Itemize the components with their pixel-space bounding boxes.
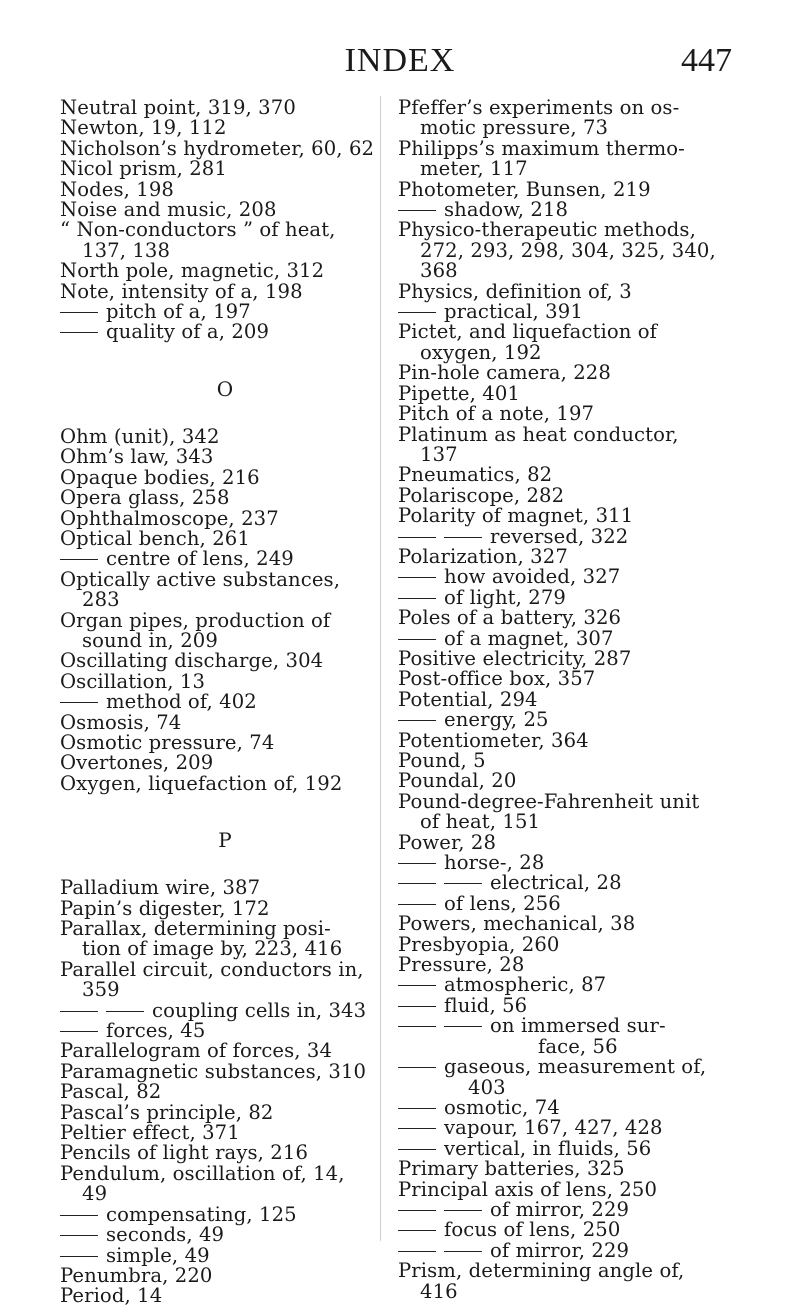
entry-text: of lens, 256: [444, 891, 561, 915]
entry-text: gaseous, measurement of,: [444, 1055, 707, 1079]
entry-text: Polarity of magnet, 311: [398, 504, 634, 528]
ditto-dash: [398, 883, 436, 884]
entry-text: vertical, in fluids, 56: [444, 1136, 652, 1160]
index-entry: [398, 381, 743, 405]
ditto-dash: [398, 904, 436, 905]
index-entry: [398, 483, 743, 507]
index-entry: [398, 422, 743, 466]
index-subentry: [398, 626, 743, 650]
index-entry: [60, 753, 390, 773]
index-entry: [60, 1286, 390, 1306]
index-subentry: [398, 1118, 743, 1138]
entry-continuation: 403: [468, 1075, 506, 1099]
entry-text: of light, 279: [444, 585, 567, 609]
index-entry: [398, 789, 743, 834]
ditto-dash: [60, 332, 98, 333]
index-entry: [60, 98, 390, 118]
index-subentry: [60, 302, 390, 322]
entry-continuation: 416: [420, 1279, 458, 1303]
index-entry: [398, 544, 743, 568]
index-entry: [398, 136, 743, 181]
index-entry: [60, 957, 390, 1002]
index-entry: [398, 98, 743, 139]
entry-text: Post-office box, 357: [398, 667, 596, 691]
index-entry: [60, 771, 390, 795]
entry-continuation: of heat, 151: [420, 810, 541, 834]
ditto-dash: [444, 883, 482, 884]
entry-text: Newton, 19, 112: [60, 116, 227, 140]
ditto-dash: [398, 210, 436, 211]
entry-text: Opera glass, 258: [60, 486, 230, 510]
index-entry: [398, 465, 743, 485]
index-subentry: [398, 1238, 743, 1262]
entry-text: Pascal, 82: [60, 1080, 162, 1104]
index-entry: [60, 447, 390, 467]
index-entry: [398, 608, 743, 628]
page-header: [0, 42, 800, 82]
index-entry: [60, 506, 390, 530]
index-entry: [60, 608, 390, 652]
entry-text: Poles of a battery, 326: [398, 606, 622, 630]
index-entry: [60, 424, 390, 448]
entry-text: Ohm’s law, 343: [60, 445, 214, 469]
index-entry: [398, 914, 743, 934]
index-subentry: [398, 891, 743, 915]
entry-text: of mirror, 229: [490, 1238, 630, 1262]
entry-text: Poundal, 20: [398, 769, 517, 793]
entry-text: reversed, 322: [490, 524, 629, 548]
index-entry: [398, 1177, 743, 1201]
entry-continuation: 368: [420, 259, 458, 283]
entry-text: Oxygen, liquefaction of, 192: [60, 771, 343, 795]
entry-text: Pin-hole camera, 228: [398, 361, 611, 385]
entry-text: Pound-degree-Fahrenheit unit: [398, 789, 700, 813]
ditto-dash: [398, 1210, 436, 1211]
index-subentry: [60, 1243, 390, 1267]
entry-text: Nicol prism, 281: [60, 157, 227, 181]
index-entry: [60, 1082, 390, 1102]
index-subentry: [60, 549, 390, 569]
index-subentry: [398, 993, 743, 1017]
entry-text: forces, 45: [106, 1019, 206, 1043]
ditto-dash: [106, 1011, 144, 1012]
entry-text: Polariscope, 282: [398, 483, 565, 507]
entry-text: Pitch of a note, 197: [398, 402, 595, 426]
ditto-dash: [60, 1256, 98, 1257]
index-entry: [60, 488, 390, 508]
index-entry: [60, 465, 390, 489]
ditto-dash: [398, 639, 436, 640]
index-entry: [398, 646, 743, 670]
index-entry: [60, 1059, 390, 1083]
index-subentry: [398, 873, 743, 893]
entry-text: Powers, mechanical, 38: [398, 912, 636, 936]
index-entry: [60, 878, 390, 898]
index-entry: [60, 159, 390, 179]
ditto-dash: [444, 537, 482, 538]
entry-continuation: motic pressure, 73: [420, 116, 609, 140]
entry-text: horse-, 28: [444, 851, 545, 875]
page-number: 447: [681, 42, 732, 79]
entry-text: Physico-therapeutic methods,: [398, 218, 696, 242]
index-entry: [60, 200, 390, 220]
section-letter: P: [218, 828, 232, 853]
entry-text: shadow, 218: [444, 198, 569, 222]
entry-text: Parallax, determining posi-: [60, 917, 331, 940]
entry-text: seconds, 49: [106, 1223, 225, 1247]
index-entry: [60, 567, 390, 612]
ditto-dash: [398, 1067, 436, 1068]
entry-text: Pictet, and liquefaction of: [398, 320, 658, 344]
index-entry: [398, 728, 743, 752]
entry-text: Pfeffer’s experiments on os-: [398, 96, 680, 119]
index-subentry: [60, 1021, 390, 1041]
entry-text: Oscillating discharge, 304: [60, 649, 324, 673]
index-entry: [60, 220, 390, 261]
index-subentry: [398, 524, 743, 548]
entry-text: Prism, determining angle of,: [398, 1259, 685, 1283]
index-entry: [398, 220, 743, 281]
entry-text: Ohm (unit), 342: [60, 424, 220, 448]
entry-text: energy, 25: [444, 708, 549, 732]
ditto-dash: [398, 537, 436, 538]
index-entry: [398, 506, 743, 526]
index-subentry: [60, 998, 390, 1022]
ditto-dash: [60, 1235, 98, 1236]
ditto-dash: [398, 312, 436, 313]
index-entry: [398, 751, 743, 771]
ditto-dash: [398, 1149, 436, 1150]
entry-text: Note, intensity of a, 198: [60, 279, 303, 303]
index-subentry: [398, 1016, 743, 1057]
ditto-dash: [398, 720, 436, 721]
entry-text: Pendulum, oscillation of, 14,: [60, 1161, 345, 1185]
index-entry: [398, 177, 743, 201]
index-entry: [398, 830, 743, 854]
entry-text: method of, 402: [106, 690, 257, 714]
entry-continuation: 137, 138: [82, 238, 171, 262]
index-entry: [398, 1261, 743, 1302]
index-subentry: [398, 853, 743, 873]
entry-text: compensating, 125: [106, 1202, 297, 1226]
entry-text: Polarization, 327: [398, 544, 568, 568]
entry-text: Noise and music, 208: [60, 198, 277, 222]
ditto-dash: [60, 312, 98, 313]
index-subentry: [398, 1057, 743, 1098]
ditto-dash: [60, 559, 98, 560]
ditto-dash: [398, 985, 436, 986]
index-entry: [60, 710, 390, 734]
index-entry: [398, 687, 743, 711]
index-subentry: [398, 1095, 743, 1119]
entry-text: Papin’s digester, 172: [60, 896, 270, 920]
entry-text: Philipps’s maximum thermo-: [398, 136, 685, 160]
index-entry: [398, 363, 743, 383]
index-subentry: [60, 1202, 390, 1226]
ditto-dash: [60, 702, 98, 703]
entry-text: Osmosis, 74: [60, 710, 182, 734]
ditto-dash: [444, 1251, 482, 1252]
index-entry: [60, 136, 390, 160]
index-subentry: [398, 1136, 743, 1160]
entry-text: of a magnet, 307: [444, 626, 614, 650]
index-entry: [60, 1263, 390, 1287]
index-subentry: [398, 1197, 743, 1221]
index-entry: [60, 177, 390, 201]
index-entry: [60, 1143, 390, 1163]
index-entry: [398, 322, 743, 363]
entry-continuation: meter, 117: [420, 157, 528, 181]
entry-text: Pneumatics, 82: [398, 463, 553, 487]
index-subentry: [60, 322, 390, 342]
entry-text: Ophthalmoscope, 237: [60, 506, 279, 530]
entry-text: Period, 14: [60, 1284, 163, 1307]
entry-text: coupling cells in, 343: [152, 998, 367, 1022]
ditto-dash: [398, 598, 436, 599]
entry-text: Pascal’s principle, 82: [60, 1100, 274, 1124]
entry-text: Neutral point, 319, 370: [60, 96, 296, 119]
ditto-dash: [398, 1026, 436, 1027]
index-subentry: [398, 1220, 743, 1240]
index-subentry: [398, 975, 743, 995]
entry-text: Optically active substances,: [60, 567, 341, 591]
entry-text: Pound, 5: [398, 749, 486, 772]
ditto-dash: [60, 1031, 98, 1032]
entry-text: how avoided, 327: [444, 565, 621, 589]
ditto-dash: [60, 1011, 98, 1012]
index-entry: [60, 261, 390, 281]
entry-continuation: 49: [82, 1182, 108, 1206]
index-entry: [398, 669, 743, 689]
entry-continuation: oxygen, 192: [420, 340, 542, 364]
entry-text: osmotic, 74: [444, 1095, 560, 1119]
entry-text: North pole, magnetic, 312: [60, 259, 325, 283]
ditto-dash: [398, 577, 436, 578]
index-entry: [60, 526, 390, 550]
index-entry: [60, 1123, 390, 1143]
index-entry: [398, 404, 743, 424]
index-entry: [60, 1100, 390, 1124]
entry-text: focus of lens, 250: [444, 1218, 621, 1242]
index-entry: [60, 651, 390, 671]
index-subentry: [398, 567, 743, 587]
entry-text: electrical, 28: [490, 871, 622, 895]
entry-text: Potential, 294: [398, 687, 538, 711]
index-entry: [60, 118, 390, 138]
index-column-left: [60, 98, 390, 1307]
index-subentry: [60, 692, 390, 712]
entry-continuation: 272, 293, 298, 304, 325, 340,: [420, 238, 716, 262]
entry-text: Presbyopia, 260: [398, 932, 560, 956]
entry-text: centre of lens, 249: [106, 547, 294, 571]
entry-text: Pencils of light rays, 216: [60, 1141, 309, 1165]
ditto-dash: [398, 1230, 436, 1231]
index-entry: [398, 771, 743, 791]
entry-text: pitch of a, 197: [106, 300, 251, 324]
entry-text: fluid, 56: [444, 993, 528, 1017]
entry-text: Principal axis of lens, 250: [398, 1177, 658, 1201]
entry-text: on immersed sur-: [490, 1014, 666, 1038]
ditto-dash: [398, 1108, 436, 1109]
entry-text: practical, 391: [444, 300, 583, 324]
index-subentry: [60, 1225, 390, 1245]
index-entry: [60, 896, 390, 920]
index-entry: [398, 279, 743, 303]
section-letter: O: [216, 376, 234, 401]
entry-text: Potentiometer, 364: [398, 728, 589, 752]
ditto-dash: [60, 1215, 98, 1216]
entry-text: Penumbra, 220: [60, 1263, 213, 1287]
entry-text: vapour, 167, 427, 428: [444, 1116, 663, 1140]
ditto-dash: [444, 1210, 482, 1211]
index-subentry: [398, 200, 743, 220]
entry-text: Physics, definition of, 3: [398, 279, 632, 303]
entry-text: Nodes, 198: [60, 177, 174, 201]
index-entry: [60, 1161, 390, 1206]
entry-text: quality of a, 209: [106, 320, 270, 344]
index-entry: [398, 932, 743, 956]
entry-text: Osmotic pressure, 74: [60, 730, 275, 754]
entry-continuation: 137: [420, 442, 458, 466]
entry-continuation: 283: [82, 588, 120, 612]
index-subentry: [398, 585, 743, 609]
entry-text: Pressure, 28: [398, 953, 525, 977]
entry-continuation: sound in, 209: [82, 628, 218, 652]
entry-text: Positive electricity, 287: [398, 646, 632, 670]
entry-text: “ Non-conductors ” of heat,: [60, 218, 336, 242]
index-entry: [398, 955, 743, 975]
entry-text: Paramagnetic substances, 310: [60, 1059, 367, 1083]
index-entry: [60, 279, 390, 303]
entry-text: Pipette, 401: [398, 381, 520, 405]
entry-continuation: 359: [82, 978, 120, 1002]
page-title: INDEX: [344, 42, 456, 79]
entry-continuation: face, 56: [538, 1034, 618, 1058]
entry-text: Power, 28: [398, 830, 497, 854]
ditto-dash: [444, 1026, 482, 1027]
index-entry: [60, 1041, 390, 1061]
entry-text: simple, 49: [106, 1243, 210, 1267]
ditto-dash: [398, 863, 436, 864]
ditto-dash: [398, 1006, 436, 1007]
index-entry: [60, 669, 390, 693]
entry-text: Overtones, 209: [60, 751, 214, 775]
entry-text: Peltier effect, 371: [60, 1121, 240, 1145]
index-subentry: [398, 302, 743, 322]
entry-text: Nicholson’s hydrometer, 60, 62: [60, 136, 375, 160]
ditto-dash: [398, 1128, 436, 1129]
entry-text: atmospheric, 87: [444, 973, 607, 997]
entry-continuation: tion of image by, 223, 416: [82, 937, 343, 961]
index-column-right: [398, 98, 743, 1302]
entry-text: Palladium wire, 387: [60, 876, 261, 900]
index-entry: [60, 730, 390, 754]
entry-text: Photometer, Bunsen, 219: [398, 177, 651, 201]
entry-text: Primary batteries, 325: [398, 1157, 625, 1181]
entry-text: Parallel circuit, conductors in,: [60, 957, 364, 981]
entry-text: Parallelogram of forces, 34: [60, 1039, 333, 1063]
index-entry: [398, 1159, 743, 1179]
index-entry: [60, 919, 390, 960]
entry-text: Optical bench, 261: [60, 526, 250, 550]
entry-text: Opaque bodies, 216: [60, 465, 260, 489]
entry-text: of mirror, 229: [490, 1197, 630, 1221]
ditto-dash: [398, 1251, 436, 1252]
entry-text: Platinum as heat conductor,: [398, 422, 679, 446]
index-subentry: [398, 710, 743, 730]
entry-text: Organ pipes, production of: [60, 608, 331, 632]
entry-text: Oscillation, 13: [60, 669, 206, 693]
